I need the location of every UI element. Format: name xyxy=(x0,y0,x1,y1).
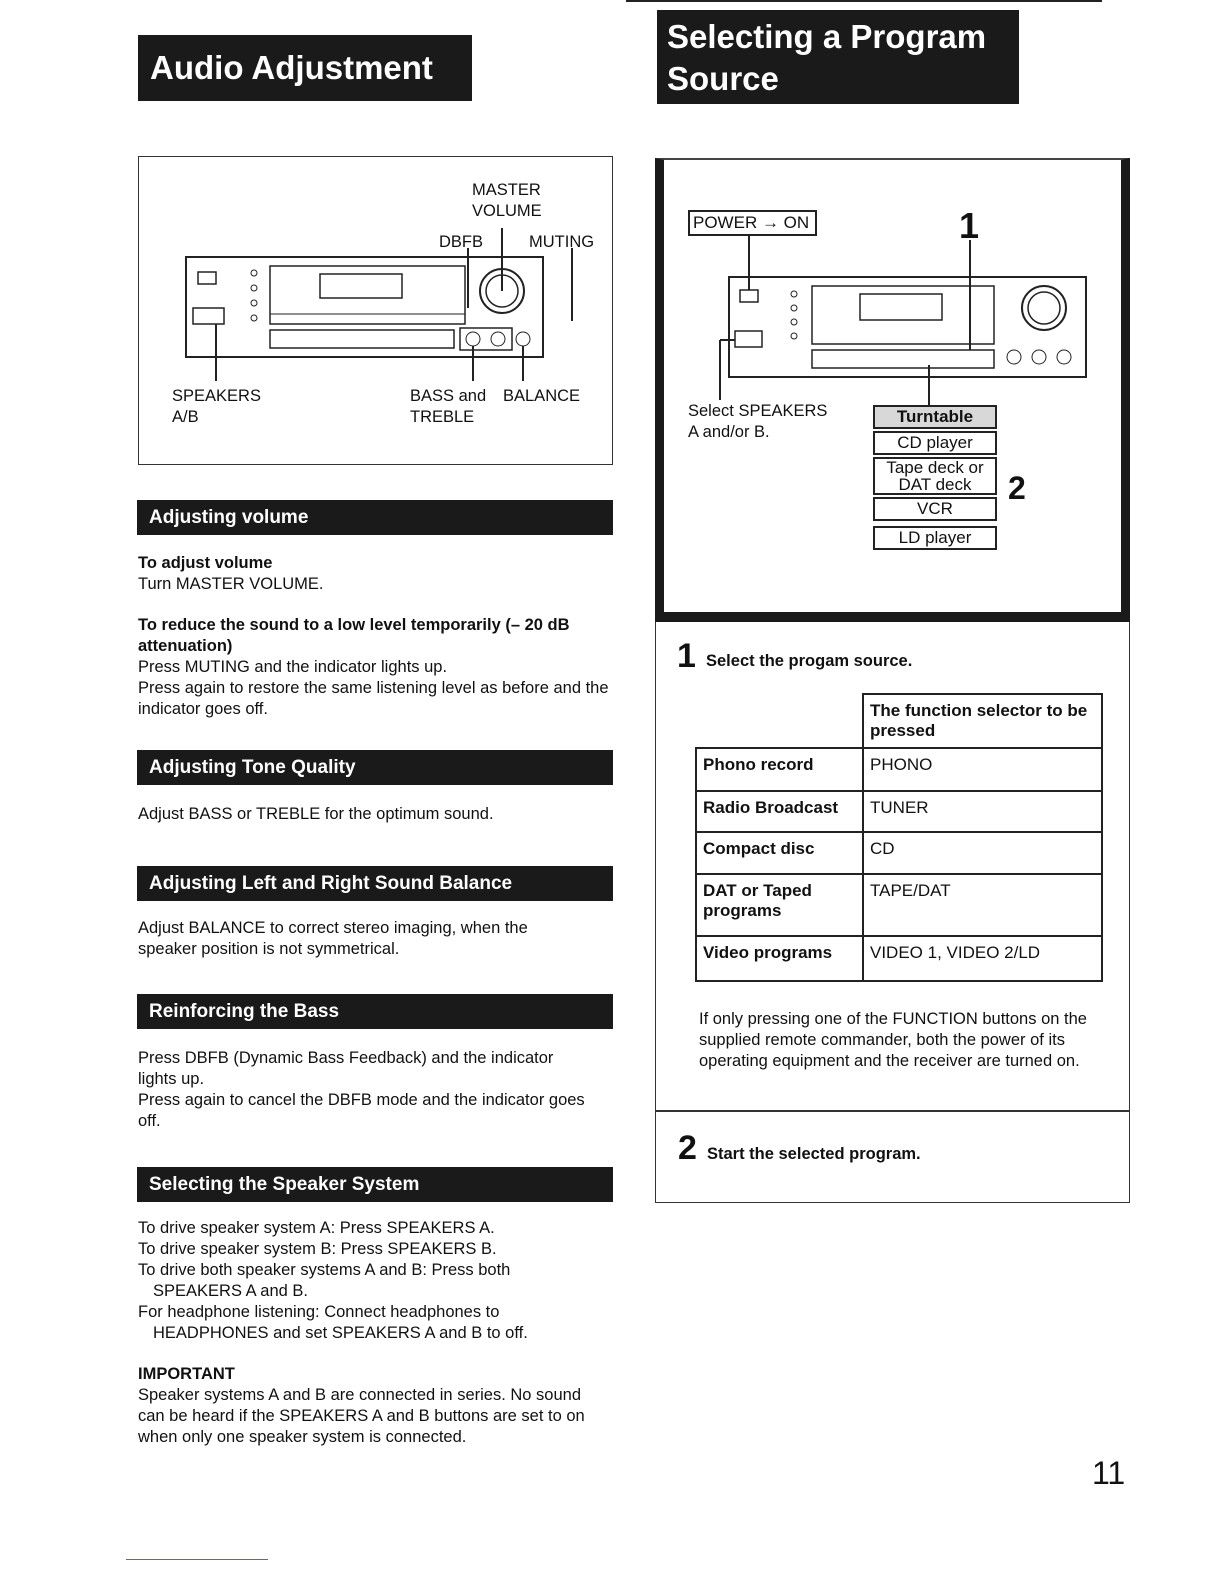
table-cell-source: Compact disc xyxy=(696,832,863,874)
tone-text: Adjust BASS or TREBLE for the optimum sound. xyxy=(138,805,494,823)
speaker-line-1: To drive speaker system A: Press SPEAKERS A. xyxy=(138,1219,495,1237)
table-cell-source: DAT or Taped programs xyxy=(696,874,863,936)
section-bar-tone: Adjusting Tone Quality xyxy=(137,750,613,785)
table-row xyxy=(696,791,1102,832)
bass-text-2: Press again to cancel the DBFB mode and the indicator goes off. xyxy=(138,1091,585,1130)
step-2-text: Start the selected program. xyxy=(707,1145,921,1163)
table-header-function: The function selector to be pressed xyxy=(863,694,1102,748)
speaker-line-4: SPEAKERS A and B. xyxy=(153,1282,309,1300)
volume-text-1: Turn MASTER VOLUME. xyxy=(138,575,324,593)
important-heading: IMPORTANT xyxy=(138,1365,235,1383)
section-bar-bass: Reinforcing the Bass xyxy=(137,994,613,1029)
select-speakers-label: Select SPEAKERS A and/or B. xyxy=(688,402,828,441)
label-muting: MUTING xyxy=(529,233,595,251)
function-table xyxy=(695,693,1103,982)
bottom-rule xyxy=(126,1559,268,1560)
left-page-title: Audio Adjustment xyxy=(138,35,472,101)
speaker-line-2: To drive speaker system B: Press SPEAKERS B. xyxy=(138,1240,497,1258)
diagram-step-1-number: 1 xyxy=(959,205,980,246)
balance-text: Adjust BALANCE to correct stereo imaging, when the speaker position is not symmetrical. xyxy=(138,919,528,958)
diagram-step-2-number: 2 xyxy=(1008,470,1026,506)
speaker-line-6: HEADPHONES and set SPEAKERS A and B to off. xyxy=(153,1324,528,1342)
table-header-row xyxy=(696,694,1102,748)
table-row xyxy=(696,832,1102,874)
table-cell-button: CD xyxy=(863,832,1102,874)
power-on-label: POWER → ON xyxy=(688,210,817,236)
label-speakers: SPEAKERS A/B xyxy=(172,387,261,426)
section-bar-balance: Adjusting Left and Right Sound Balance xyxy=(137,866,613,901)
source-ld-player: LD player xyxy=(873,526,997,550)
step-1-number: 1 xyxy=(677,637,696,675)
table-cell-button: VIDEO 1, VIDEO 2/LD xyxy=(863,936,1102,981)
speaker-line-3: To drive both speaker systems A and B: Press both xyxy=(138,1261,511,1279)
table-row xyxy=(696,936,1102,981)
function-note: If only pressing one of the FUNCTION buttons on the supplied remote commander, both the power of its operating equipment and the receiver are turned on. xyxy=(699,1010,1087,1070)
section-bar-volume: Adjusting volume xyxy=(137,500,613,535)
step-1-text: Select the progam source. xyxy=(706,652,913,670)
table-cell-button: PHONO xyxy=(863,748,1102,791)
volume-text-2: Press MUTING and the indicator lights up. xyxy=(138,658,448,676)
page-number: 11 xyxy=(1092,1455,1126,1491)
label-balance: BALANCE xyxy=(503,387,581,405)
volume-heading-2: To reduce the sound to a low level temporarily (– 20 dB attenuation) xyxy=(138,616,570,655)
table-cell-button: TUNER xyxy=(863,791,1102,832)
table-cell-source: Radio Broadcast xyxy=(696,791,863,832)
table-row xyxy=(696,874,1102,936)
top-rule xyxy=(626,0,1102,2)
important-text: Speaker systems A and B are connected in series. No sound can be heard if the SPEAKERS A and B buttons are set to on when only one speaker system is connected. xyxy=(138,1386,585,1446)
table-cell-button: TAPE/DAT xyxy=(863,874,1102,936)
bass-text-1: Press DBFB (Dynamic Bass Feedback) and the indicator lights up. xyxy=(138,1049,554,1088)
source-vcr: VCR xyxy=(873,497,997,521)
table-header-blank xyxy=(696,694,863,748)
section-bar-speaker: Selecting the Speaker System xyxy=(137,1167,613,1202)
volume-text-3: Press again to restore the same listening level as before and the indicator goes off. xyxy=(138,679,609,718)
label-master-volume: MASTER VOLUME xyxy=(472,181,542,220)
label-bass-treble: BASS and TREBLE xyxy=(410,387,487,426)
speaker-line-5: For headphone listening: Connect headphones to xyxy=(138,1303,500,1321)
right-page-title: Selecting a Program Source xyxy=(657,10,1019,104)
source-tape-dat: Tape deck or DAT deck xyxy=(873,457,997,495)
table-row xyxy=(696,748,1102,791)
source-cd-player: CD player xyxy=(873,431,997,455)
volume-heading-1: To adjust volume xyxy=(138,554,273,572)
label-dbfb: DBFB xyxy=(439,233,484,251)
table-cell-source: Phono record xyxy=(696,748,863,791)
source-turntable: Turntable xyxy=(873,405,997,429)
step-2-number: 2 xyxy=(678,1129,697,1167)
table-cell-source: Video programs xyxy=(696,936,863,981)
step-divider xyxy=(655,1110,1130,1112)
